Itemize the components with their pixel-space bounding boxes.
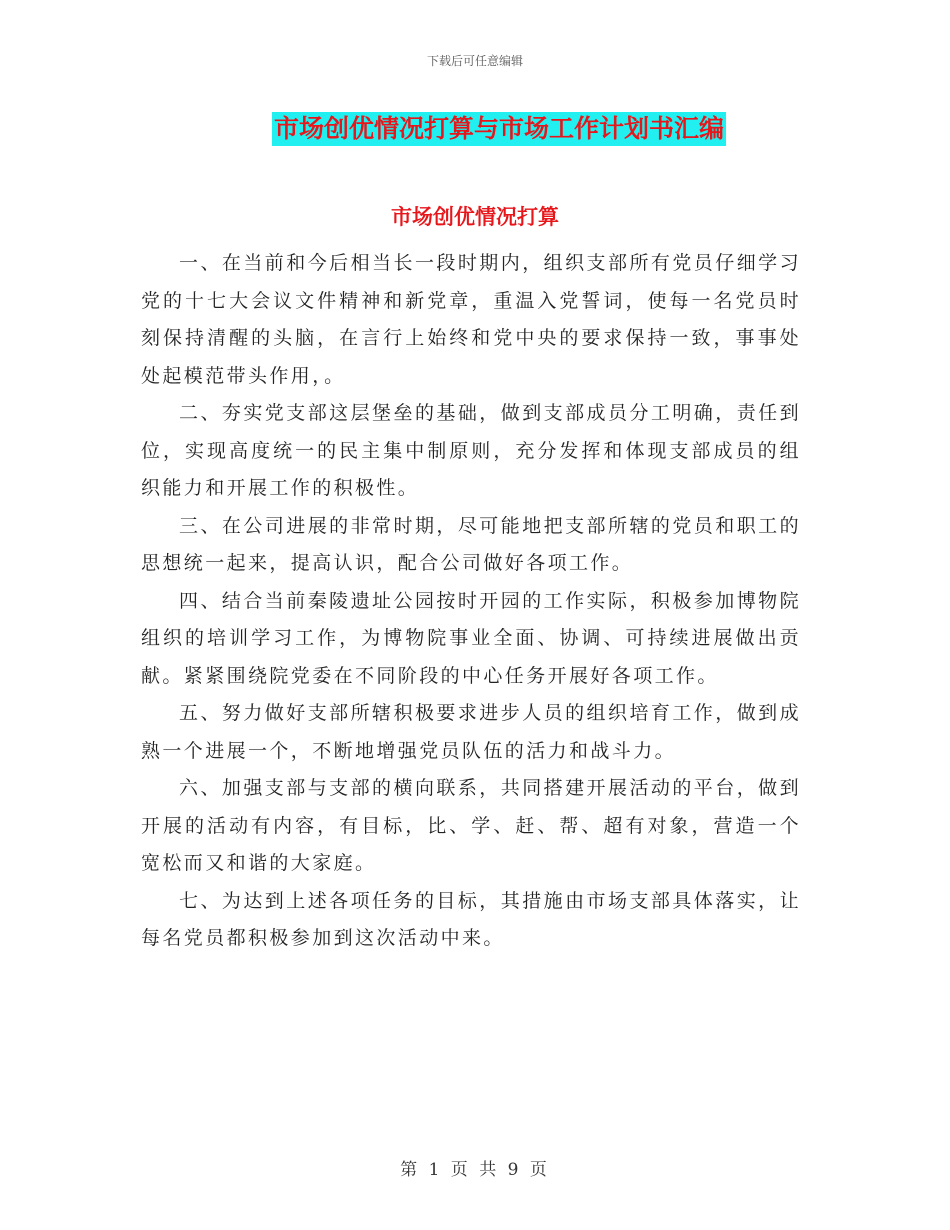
document-title-container	[0, 112, 950, 146]
paragraph-5: 五、努力做好支部所辖积极要求进步人员的组织培育工作，做到成熟一个进展一个，不断地增强党员队伍的活力和战斗力。	[141, 702, 801, 762]
paragraph-7: 七、为达到上述各项任务的目标，其措施由市场支部具体落实，让每名党员都积极参加到这次活动中来。	[141, 889, 801, 949]
paragraph-6: 六、加强支部与支部的横向联系，共同搭建开展活动的平台，做到开展的活动有内容，有目标，比、学、赶、帮、超有对象，营造一个宽松而又和谐的大家庭。	[141, 777, 801, 874]
document-title: 市场创优情况打算与市场工作计划书汇编	[272, 112, 726, 146]
section-title: 市场创优情况打算	[391, 205, 559, 229]
document-body	[141, 245, 801, 958]
paragraph-4: 四、结合当前秦陵遗址公园按时开园的工作实际，积极参加博物院组织的培训学习工作，为博物院事业全面、协调、可持续进展做出贡献。紧紧围绕院党委在不同阶段的中心任务开展好各项工作。	[141, 589, 801, 687]
paragraph-3: 三、在公司进展的非常时期，尽可能地把支部所辖的党员和职工的思想统一起来，提高认识，配合公司做好各项工作。	[141, 514, 801, 574]
paragraph-1: 一、在当前和今后相当长一段时期内，组织支部所有党员仔细学习党的十七大会议文件精神和新党章，重温入党誓词，使每一名党员时刻保持清醒的头脑，在言行上始终和党中央的要求保持一致，事事处处起模范带头作用，。	[141, 252, 801, 387]
paragraph-2: 二、夯实党支部这层堡垒的基础，做到支部成员分工明确，责任到位，实现高度统一的民主集中制原则，充分发挥和体现支部成员的组织能力和开展工作的积极性。	[141, 402, 801, 499]
page-number: 第 1 页 共 9 页	[400, 1160, 550, 1180]
header-note: 下载后可任意编辑	[426, 54, 523, 68]
